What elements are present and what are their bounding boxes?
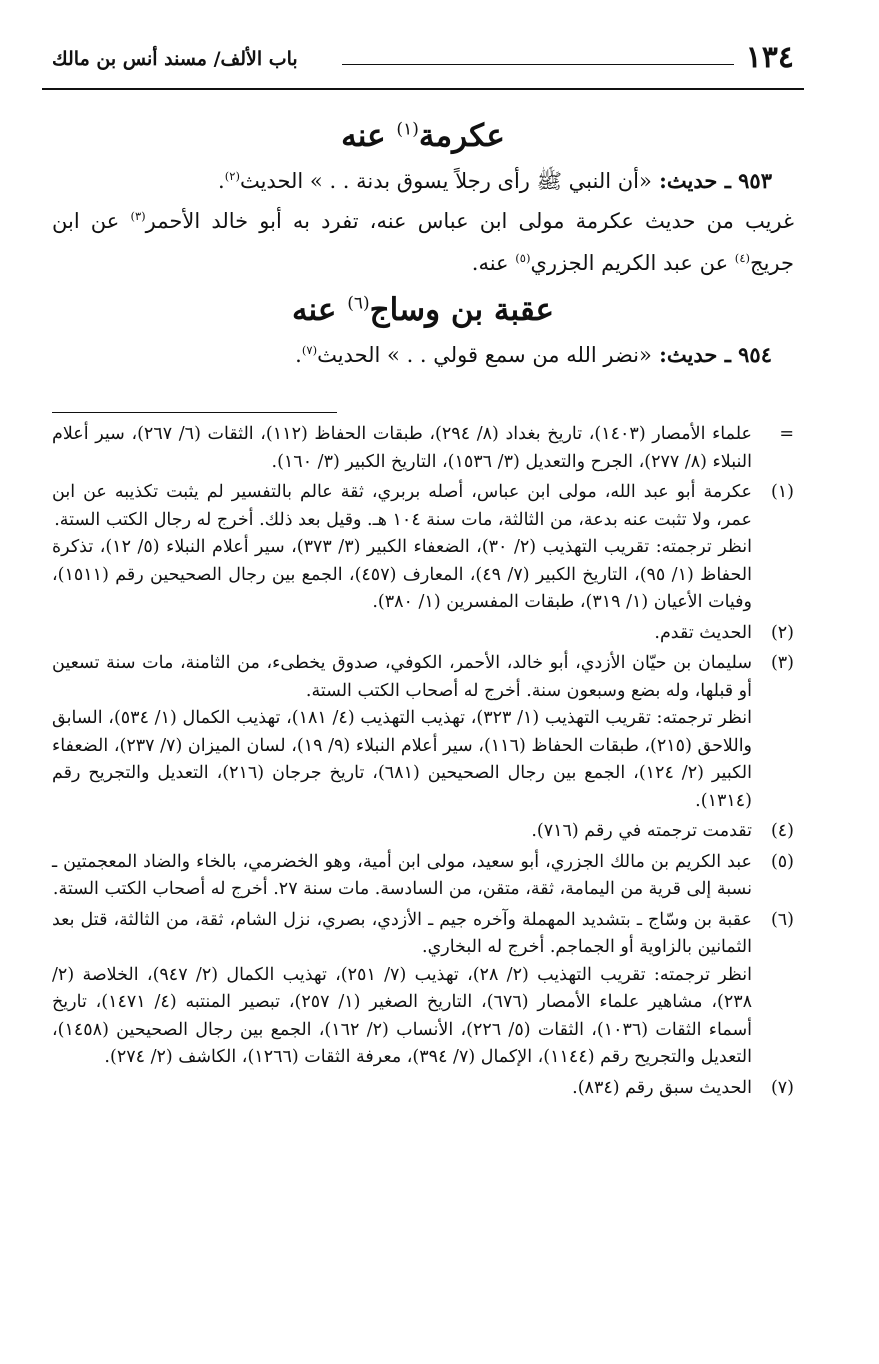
footnote-mark: = [779,424,794,444]
hadith-end: . [295,343,302,367]
page-number: ١٣٤ [745,40,794,75]
footnote-separator [52,412,337,413]
hadith-label: ـ حديث: [651,342,739,367]
footnote-text: تقدمت ترجمته في رقم (٧١٦). [531,821,752,841]
footnote-mark: (٧) [770,1077,794,1098]
footnote-ref[interactable]: (٢) [224,169,240,183]
footnote-item [52,620,794,648]
footnote-item [52,907,794,1072]
footnote-text: عبد الكريم بن مالك الجزري، أبو سعيد، مولى ابن أمية، وهو الخضرمي، بالخاء والضاد المعجمتين ـ نسبة إلى قرية من اليمامة، ثقة، متقن، من السادسة. مات سنة ٢٧. أخرج له أصحاب الكتب الستة. [52,851,752,899]
running-head: باب الألف/ مسند أنس بن مالك [52,48,298,70]
footnote-item [52,421,794,476]
footnote-mark: (٦) [770,909,794,930]
page-header [52,38,794,78]
header-dash [342,64,734,65]
hadith-text: «أن النبي ﷺ رأى رجلاً يسوق بدنة . . » الحديث [239,169,652,193]
footnote-text: انظر ترجمته: تقريب التهذيب (١/ ٣٢٣)، تهذيب التهذيب (٤/ ١٨١)، تهذيب الكمال (١/ ٥٣٤)، السابق واللاحق (٢١٥)، طبقات الحفاظ (١١٦)، سير أعلام النبلاء (٩/ ١٩)، لسان الميزان (٧/ ٢٣٧)، الضعفاء الكبير (٢/ ١٢٤)، الجمع بين رجال الصحيحين (٦٨١)، تاريخ جرجان (٢١٦)، التعديل والتجريح رقم (١٣١٤). [52,708,753,811]
footnote-mark: (٢) [770,622,794,643]
footnote-item [52,650,794,815]
footnote-text: علماء الأمصار (١٤٠٣)، تاريخ بغداد (٨/ ٢٩٤)، طبقات الحفاظ (١١٢)، الثقات (٦/ ٢٦٧)، سير أعلام النبلاء (٨/ ٢٧٧)، الجرح والتعديل (٣/ ١٥٣٦)، التاريخ الكبير (٣/ ١٦٠). [52,424,752,472]
footnote-text: عكرمة أبو عبد الله، مولى ابن عباس، أصله بربري، ثقة عالم بالتفسير لم يثبت تكذيبه عن ابن عمر، ولا تثبت عنه بدعة، من الثالثة، مات سنة ١٠٤ هـ. وقيل بعد ذلك. أخرج له رجال الكتب الستة. [52,482,752,530]
header-rule [42,88,804,90]
hadith-label: ـ حديث: [651,168,739,193]
footnote-ref[interactable]: (١) [396,119,419,140]
footnote-text: الحديث سبق رقم (٨٣٤). [572,1077,752,1098]
footnote-ref[interactable]: (٦) [347,293,370,314]
section-title-name: عكرمة [418,118,505,154]
footnote-ref[interactable]: (٧) [301,343,318,357]
section-title-suffix: عنه [291,292,348,328]
section-title-name: عقبة بن وساج [369,292,555,328]
footnote-item [52,849,794,904]
commentary-text: عنه. [471,251,516,275]
commentary-text: عن عبد الكريم الجزري [530,251,735,275]
section-title [52,110,794,162]
footnote-mark: (١) [770,482,794,502]
hadith-commentary [52,200,794,284]
footnote-ref[interactable]: (٤) [734,251,751,265]
footnote-text: انظر ترجمته: تقريب التهذيب (٢/ ٢٨)، تهذيب (٧/ ٢٥١)، تهذيب الكمال (٢/ ٩٤٧)، الخلاصة (٢/ ٢٣٨)، مشاهير علماء الأمصار (٦٧٦)، التاريخ الصغير (١/ ٢٥٧)، تبصير المنتبه (٤/ ١٤٧١)، تاريخ أسماء الثقات (١٠٣٦)، الثقات (٥/ ٢٢٦)، الأنساب (٢/ ١٦٢)، الجمع بين رجال الصحيحين (١٤٥٨)، التعديل والتجريح رقم (١١٤٤)، الإكمال (٧/ ٣٩٤)، معرفة الثقات (١٢٦٦)، الكاشف (٢/ ٢٧٤). [52,964,753,1067]
hadith-number: ٩٥٣ [738,168,772,193]
section-title-suffix: عنه [341,118,397,154]
footnote-mark: (٣) [770,653,794,673]
hadith-number: ٩٥٤ [738,342,772,367]
footnote-text: سليمان بن حيّان الأزدي، أبو خالد، الأحمر، الكوفي، صدوق يخطىء، من الثامنة، مات سنة تسعين أو قبلها، وله بضع وسبعون سنة. أخرج له أصحاب الكتب الستة. [52,653,752,701]
hadith-entry [52,336,772,374]
section-title [52,284,794,336]
commentary-text: غريب من حديث عكرمة مولى ابن عباس عنه، تفرد به أبو خالد الأحمر [145,209,794,233]
main-text [52,110,794,374]
footnote-mark: (٤) [770,821,794,841]
hadith-entry [52,162,772,200]
hadith-text: «نضر الله من سمع قولي . . » الحديث [317,343,652,367]
footnote-text: الحديث تقدم. [654,622,752,643]
footnote-item [52,818,794,846]
hadith-end: . [218,169,225,193]
footnote-text: انظر ترجمته: تقريب التهذيب (٢/ ٣٠)، الضعفاء الكبير (٣/ ٣٧٣)، سير أعلام النبلاء (٥/ ١٢)، تذكرة الحفاظ (١/ ٩٥)، التاريخ الكبير (٧/ ٤٩)، المعارف (٤٥٧)، الجمع بين رجال الصحيحين رقم (١٥١١)، وفيات الأعيان (١/ ٣١٩)، طبقات المفسرين (١/ ٣٨٠). [52,537,753,612]
footnote-text: عقبة بن وسّاج ـ بتشديد المهملة وآخره جيم ـ الأزدي، بصري، نزل الشام، ثقة، من الثالثة، قتل بعد الثمانين بالزاوية أو الجماجم. أخرج له البخاري. [52,909,752,957]
commentary-text: عن ابن جريج [52,209,794,275]
footnote-item [52,1075,794,1103]
footnote-ref[interactable]: (٥) [515,251,531,265]
footnotes [52,412,794,1105]
footnote-item [52,479,794,617]
footnote-mark: (٥) [770,851,794,872]
footnote-ref[interactable]: (٣) [130,209,146,223]
